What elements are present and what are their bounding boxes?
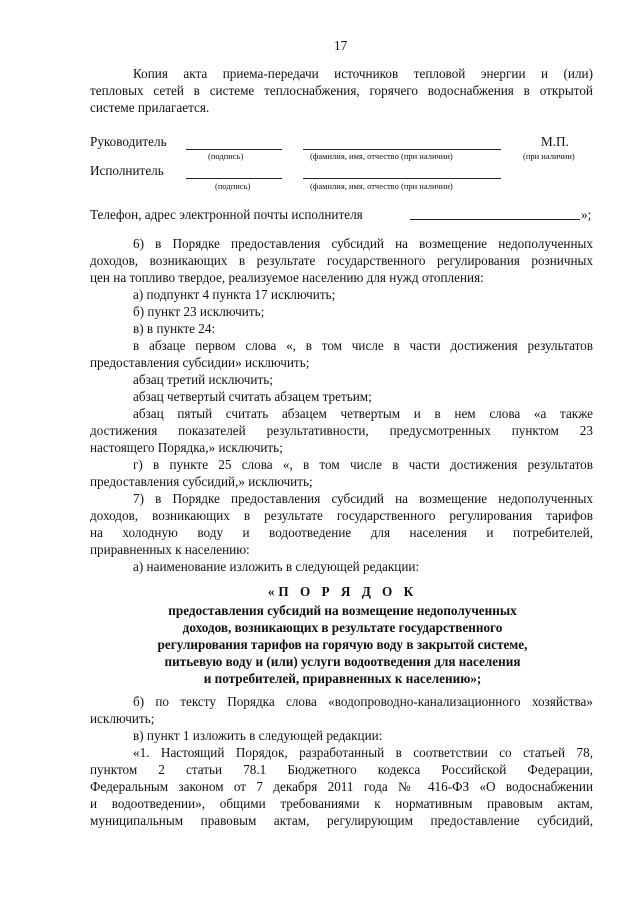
tail-line: исключить; [90,711,155,726]
tail-line: Федеральным законом от 7 декабря 2011 года № 416-ФЗ «О водоснабжении [90,779,593,794]
phone-label: Телефон, адрес электронной почты исполнителя [90,207,363,222]
body-line: а) подпункт 4 пункта 17 исключить; [133,287,336,302]
head-sign-line [186,149,282,150]
body-line: достижения показателей результативности, предусмотренных пунктом 23 [90,423,593,438]
stamp-caption: (при наличии) [523,151,575,161]
tail-line: б) по тексту Порядка слова «водопроводно-канализационного хозяйства» [133,694,593,709]
body-line: а) наименование изложить в следующей редакции: [133,559,420,574]
head-name-line [303,149,501,150]
body-line: г) в пункте 25 слова «, в том числе в части достижения результатов [133,457,593,472]
body-line: предоставления субсидий,» исключить; [90,474,313,489]
body-line: б) пункт 23 исключить; [133,304,265,319]
head-label: Руководитель [90,134,167,149]
order-title-line: предоставления субсидий на возмещение недополученных [168,603,517,618]
order-title-line: и потребителей, приравненных к населению»; [203,671,482,686]
body-line: абзац пятый считать абзацем четвертым и в нем слова «а также [133,406,593,421]
body-line: абзац четвертый считать абзацем третьим; [133,389,372,404]
head-name-caption: (фамилия, имя, отчество (при наличии) [310,151,453,161]
executor-name-line [303,178,501,179]
body-line: доходов, возникающих в результате государственного регулирования тарифов [90,508,593,523]
intro-line-3: системе прилагается. [90,100,210,115]
tail-line: пунктом 2 статьи 78.1 Бюджетного кодекса Российской Федерации, [90,762,593,777]
order-title-line: питьевую воду и (или) услуги водоотведения для населения [164,654,521,669]
head-sign-caption: (подпись) [208,151,244,161]
phone-line [410,219,580,220]
intro-line-1: Копия акта приема-передачи источников тепловой энергии и (или) [133,66,593,81]
body-line: цен на топливо твердое, реализуемое населению для нужд отопления: [90,270,484,285]
intro-line-2: тепловых сетей в системе теплоснабжения, горячего водоснабжения в открытой [90,83,593,98]
body-line: приравненных к населению: [90,542,250,557]
order-heading: «П О Р Я Д О К [267,584,418,599]
body-line: предоставления субсидии» исключить; [90,355,310,370]
page-number: 17 [334,38,348,53]
body-line: настоящего Порядка,» исключить; [90,440,283,455]
body-line: 6) в Порядке предоставления субсидий на возмещение недополученных [133,236,593,251]
order-title-line: доходов, возникающих в результате государственного [182,620,503,635]
executor-name-caption: (фамилия, имя, отчество (при наличии) [310,181,453,191]
executor-label: Исполнитель [90,163,164,178]
body-line: доходов, возникающих в результате государственного регулирования розничных [90,253,593,268]
body-line: на холодную воду и водоотведение для населения и потребителей, [90,525,593,540]
tail-line: и водоотведении», общими требованиями к нормативным правовым актам, [90,796,593,811]
executor-sign-caption: (подпись) [215,181,251,191]
body-line: в абзаце первом слова «, в том числе в части достижения результатов [133,338,593,353]
phone-end: »; [581,207,592,222]
stamp-label: М.П. [541,134,569,149]
tail-line: в) пункт 1 изложить в следующей редакции: [133,728,383,743]
tail-line: муниципальным правовым актам, регулирующим предоставление субсидий, [90,813,593,828]
tail-line: «1. Настоящий Порядок, разработанный в соответствии со статьей 78, [133,745,593,760]
body-line: абзац третий исключить; [133,372,273,387]
executor-sign-line [186,178,282,179]
body-line: в) в пункте 24: [133,321,216,336]
order-title-line: регулирования тарифов на горячую воду в закрытой системе, [157,637,528,652]
body-line: 7) в Порядке предоставления субсидий на возмещение недополученных [133,491,593,506]
